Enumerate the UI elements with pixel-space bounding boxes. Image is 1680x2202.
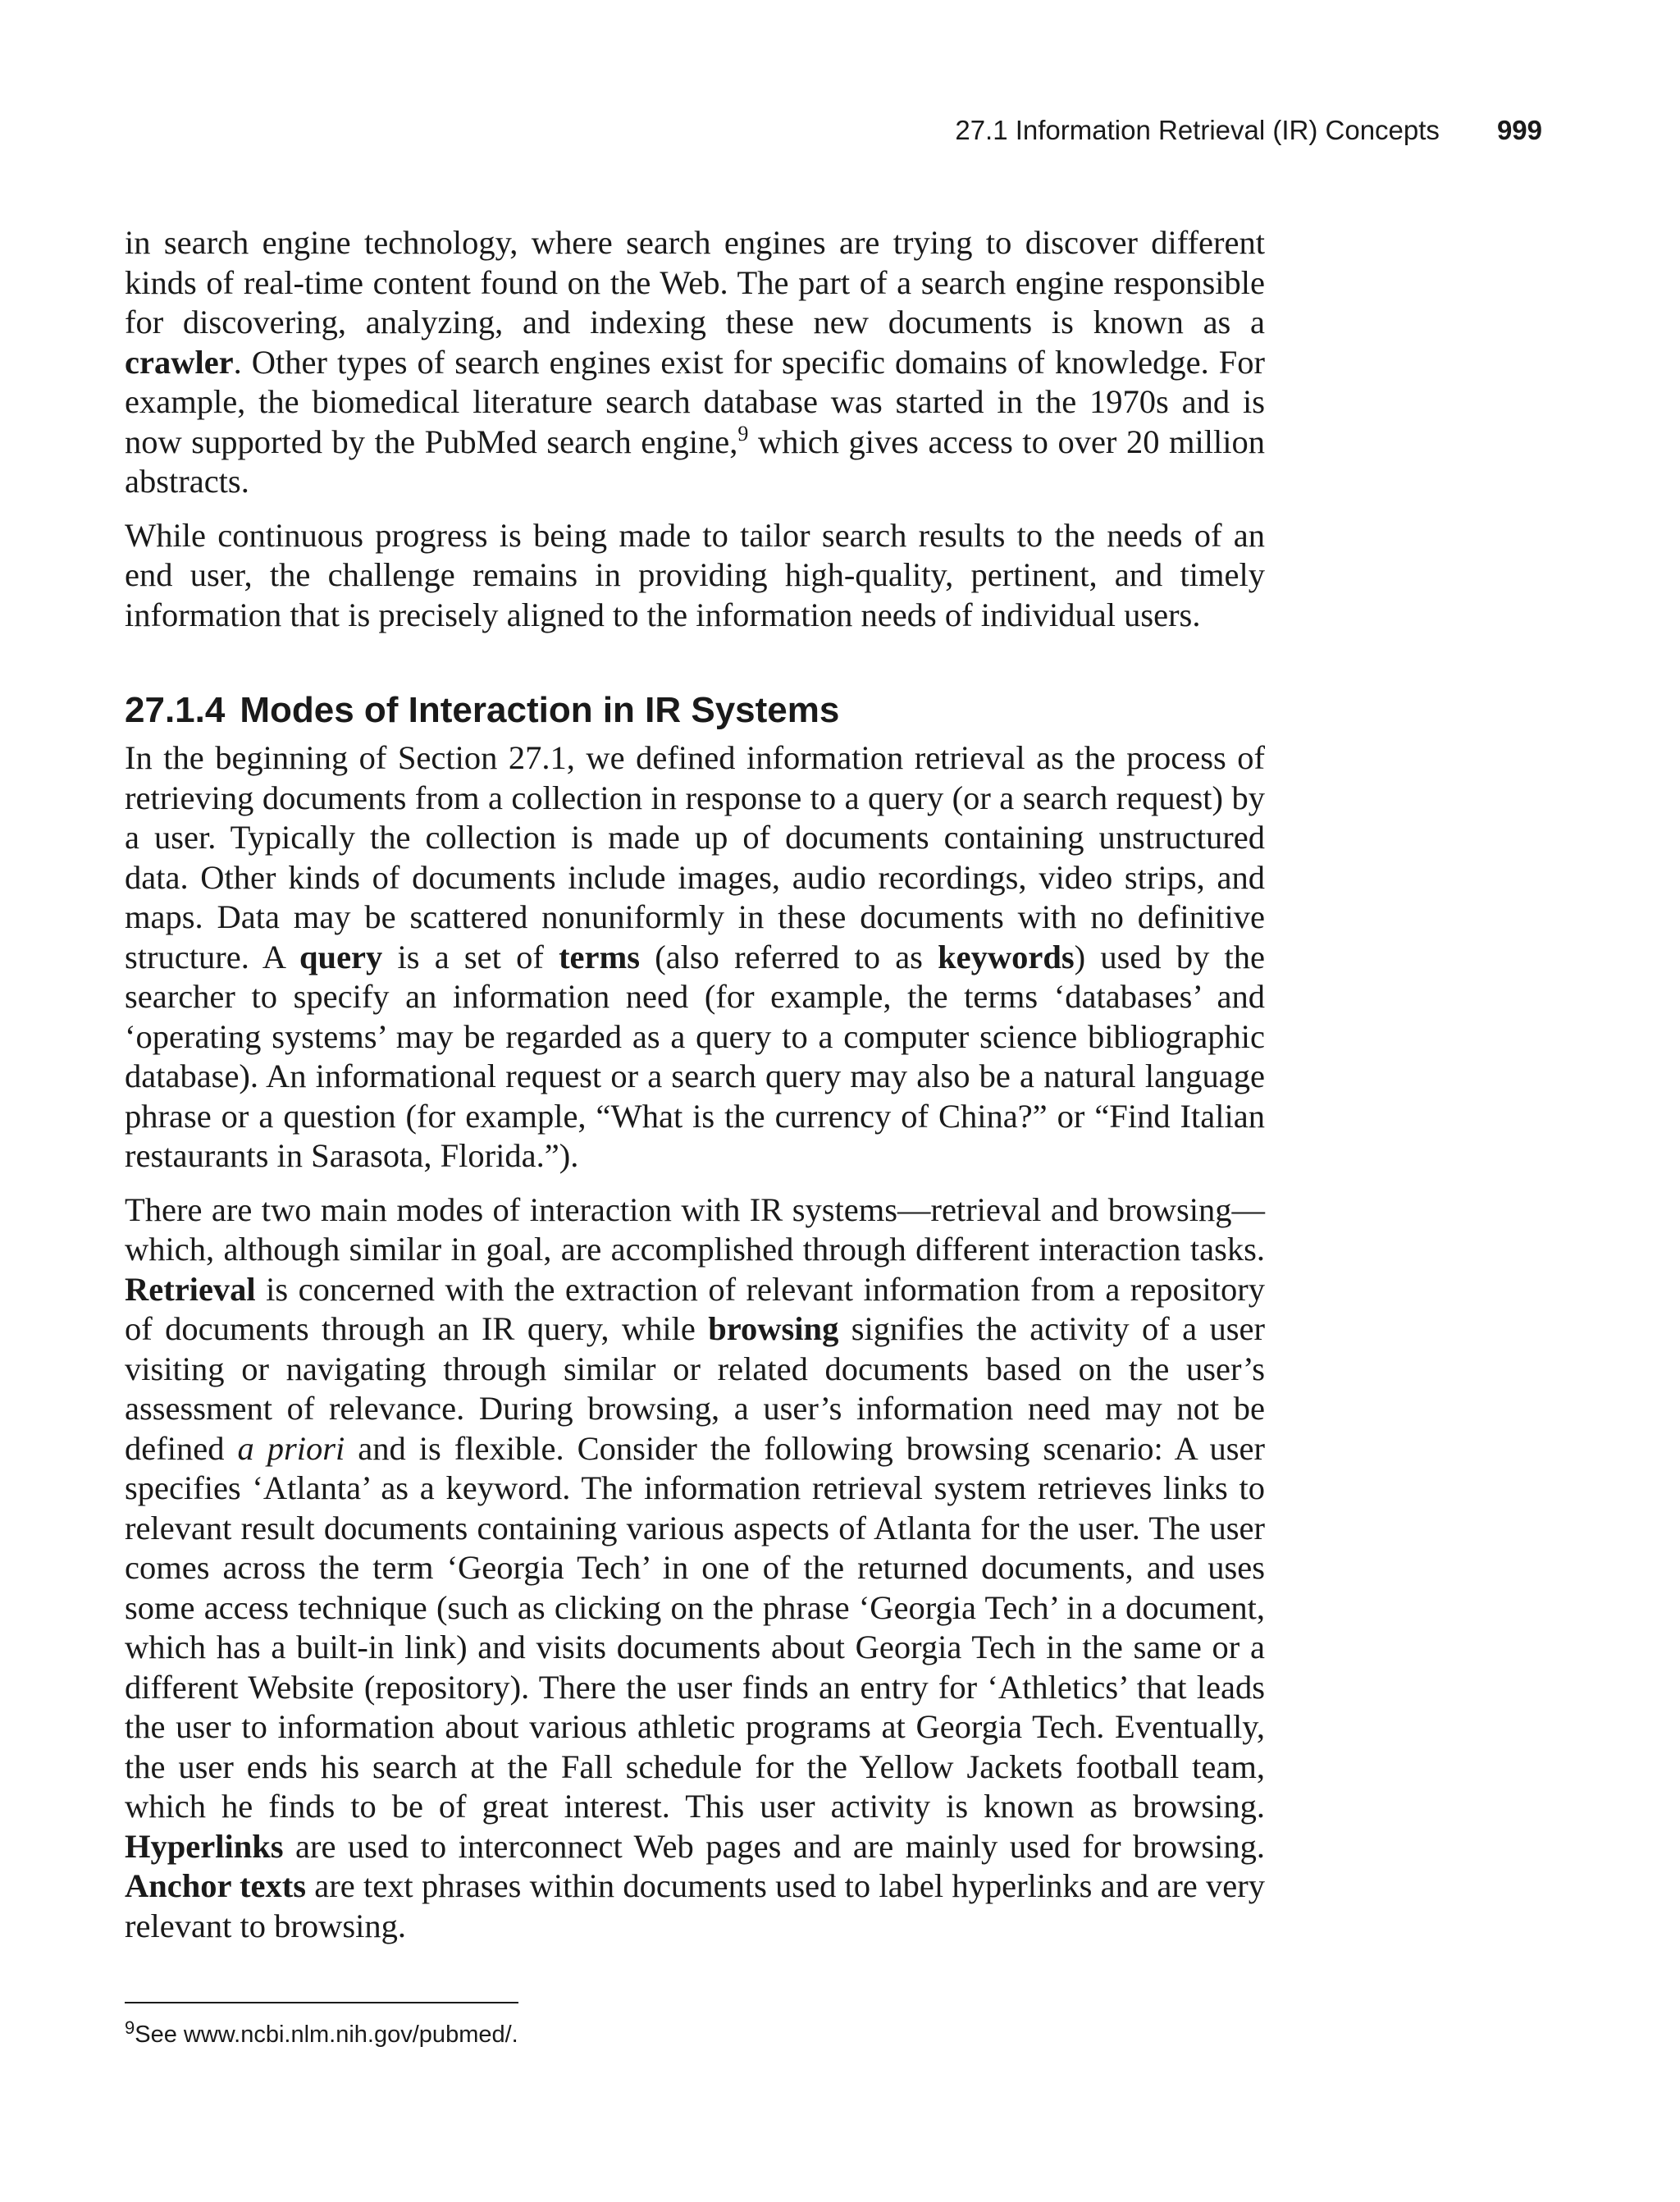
text-run: . Other types of search engines exist for specific domains of knowledge. For example, the biomedical literature search database was started in the 1970s and is now supported by the PubMed search engine, [125,343,1265,460]
text-run: are used to interconnect Web pages and are mainly used for browsing. [283,1827,1265,1865]
text-run: There are two main modes of interaction with IR systems—retrieval and browsing—which, although similar in goal, are accomplished through different interaction tasks. [125,1190,1265,1268]
running-head [955,115,1542,146]
text-run: signifies the activity of a user visiting or navigating through similar or related documents based on the user’s assessment of relevance. During browsing, a user’s information need may not be defined [125,1310,1265,1467]
text-run: which gives access to over 20 million abstracts. [125,423,1265,500]
term-keywords: keywords [938,938,1075,975]
footnote-reference: 9 [737,421,749,445]
text-run: In the beginning of Section 27.1, we defined information retrieval as the process of retrieving documents from a collection in response to a query (or a search request) by a user. Typically the collection is made up of documents containing unstructured data. Other kinds of documents include images, audio recordings, video strips, and maps. Data may be scattered nonuniformly in these documents with no definitive structure. A [125,739,1265,975]
term-browsing: browsing [708,1310,839,1347]
paragraph-modes [125,1190,1265,1947]
paragraph-definition [125,738,1265,1176]
footnote-mark: 9 [125,2017,135,2038]
term-query: query [299,938,383,975]
section-heading [125,688,1265,733]
running-head-section: 27.1 Information Retrieval (IR) Concepts [955,115,1440,145]
text-run: are text phrases within documents used to label hyperlinks and are very relevant to browsing. [125,1867,1266,1944]
footnote-divider [125,2002,518,2003]
section-number: 27.1.4 [125,690,226,730]
text-run: is a set of [382,938,559,975]
term-retrieval: Retrieval [125,1270,256,1308]
text-run: is concerned with the extraction of relevant information from a repository of documents through an IR query, while [125,1270,1265,1347]
section-title: Modes of Interaction in IR Systems [240,690,840,730]
footnote-text: See www.ncbi.nlm.nih.gov/pubmed/. [135,2022,518,2048]
term-a-priori: a priori [237,1429,345,1467]
text-run: (also referred to as [640,938,938,975]
term-crawler: crawler [125,343,234,381]
text-run: in search engine technology, where search engines are trying to discover different kinds of real-time content found on the Web. The part of a search engine responsible for discovering, analyzing, and indexing these new documents is known as a [125,224,1265,340]
paragraph-crawler [125,223,1265,502]
text-run: and is flexible. Consider the following browsing scenario: A user specifies ‘Atlanta’ as a keyword. The information retrieval system retrieves links to relevant result documents containing various aspects of Atlanta for the user. The user comes across the term ‘Georgia Tech’ in one of the returned documents, and uses some access technique (such as clicking on the phrase ‘Georgia Tech’ in a document, which has a built-in link) and visits documents about Georgia Tech in the same or a different Website (repository). There the user finds an entry for ‘Athletics’ that leads the user to information about various athletic programs at Georgia Tech. Eventually, the user ends his search at the Fall schedule for the Yellow Jackets football team, which he finds to be of great interest. This user activity is known as browsing. [125,1429,1265,1825]
page-number: 999 [1496,115,1542,145]
term-hyperlinks: Hyperlinks [125,1827,284,1865]
paragraph-progress: While continuous progress is being made to tailor search results to the needs of an end user, the challenge remains in providing high-quality, pertinent, and timely information that is precisely aligned to the information needs of individual users. [125,516,1265,633]
body-text [125,223,1265,1946]
text-run: ) used by the searcher to specify an information need (for example, the terms ‘databases’ and ‘operating systems’ may be regarded as a query to a computer science bibliographic database). An informational request or a search query may also be a natural language phrase or a question (for example, “What is the currency of China?” or “Find Italian restaurants in Sarasota, Florida.”). [125,938,1266,1174]
term-terms: terms [559,938,640,975]
footnote [125,2018,518,2051]
term-anchor-texts: Anchor texts [125,1867,306,1904]
